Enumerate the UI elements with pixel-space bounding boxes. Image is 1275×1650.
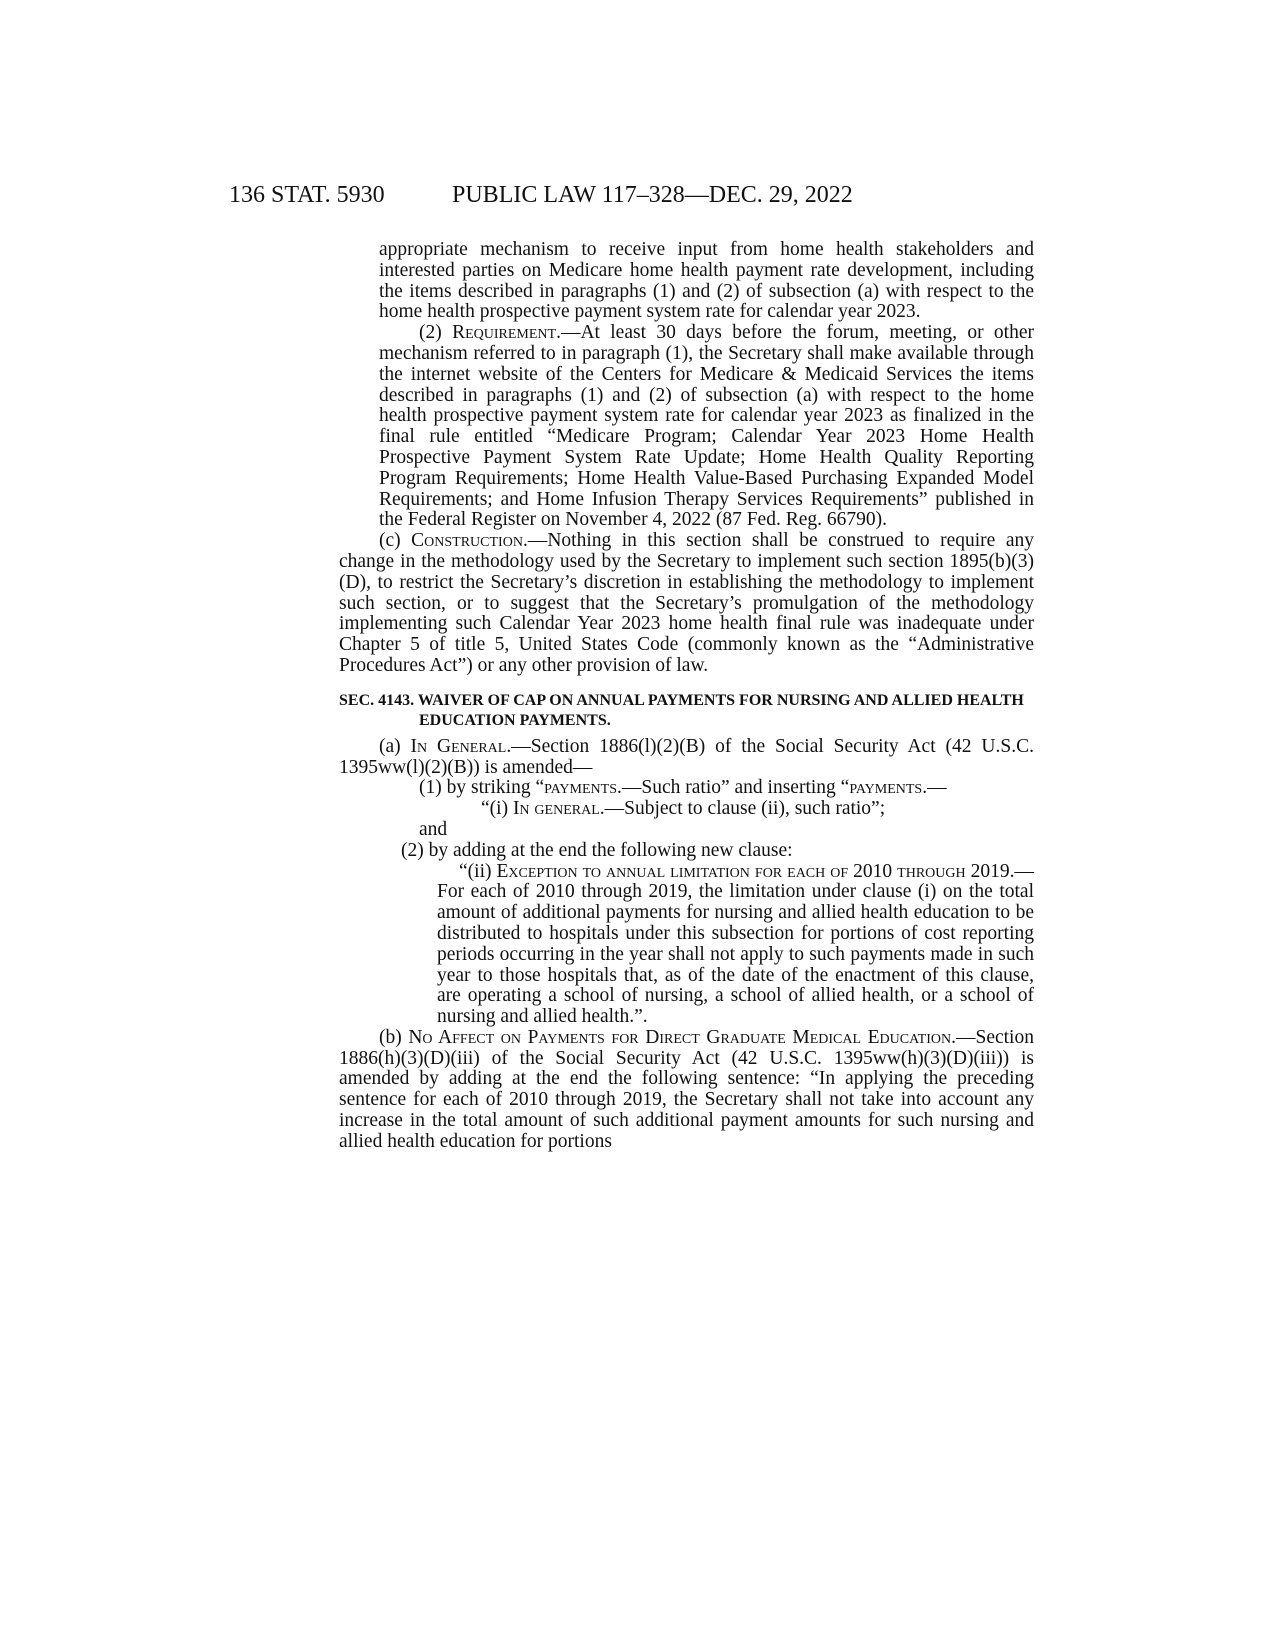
running-head-law-title: PUBLIC LAW 117–328—DEC. 29, 2022 bbox=[452, 182, 853, 208]
subsection-a-heading: In General bbox=[410, 735, 507, 757]
subsection-b bbox=[339, 1028, 1034, 1153]
paragraph-requirement-heading: Requirement bbox=[452, 322, 557, 344]
clause-ii-heading: Exception to annual limitation for each of 2010 through 2019 bbox=[496, 860, 1010, 882]
subsection-a-item-2: (2) by adding at the end the following new clause: bbox=[401, 839, 793, 861]
clause-ii bbox=[339, 862, 1034, 1028]
item-1-lead: (1) by striking “ bbox=[419, 777, 545, 799]
paragraph-requirement-lead: (2) bbox=[419, 322, 453, 344]
clause-i-heading: In general bbox=[512, 798, 600, 820]
item-1-end: .— bbox=[922, 777, 947, 799]
paragraph-requirement bbox=[379, 323, 1034, 531]
section-heading: SEC. 4143. WAIVER OF CAP ON ANNUAL PAYMENTS FOR NURSING AND ALLIED HEALTH EDUCATION PAYMENTS. bbox=[339, 691, 1024, 729]
subsection-b-text: .—Section 1886(h)(3)(D)(iii) of the Social Security Act (42 U.S.C. 1395ww(h)(3)(D)(iii)) is amended by adding at the end the following sentence: “In applying the preceding sentence for each of 2010 through 2019, the Secretary shall not take into account any increase in the total amount of such additional payment amounts for such nursing and allied health education for portions bbox=[339, 1026, 1034, 1152]
paragraph-construction bbox=[339, 531, 1034, 677]
subsection-a-lead: (a) bbox=[379, 735, 411, 757]
paragraph-requirement-text: .—At least 30 days before the forum, meeting, or other mechanism referred to in paragraph (1), the Secretary shall make available through the internet website of the Centers for Medicare & Medicaid Services the items described in paragraphs (1) and (2) of subsection (a) with respect to the home health prospective payment system rate for calendar year 2023 as finalized in the final rule entitled “Medicare Program; Calendar Year 2023 Home Health Prospective Payment System Rate Update; Home Health Quality Reporting Program Requirements; Home Health Value-Based Purchasing Expanded Model Requirements; and Home Infusion Therapy Services Requirements” published in the Federal Register on November 4, 2022 (87 Fed. Reg. 66790). bbox=[379, 322, 1034, 531]
clause-i-text: .—Subject to clause (ii), such ratio”; bbox=[599, 798, 886, 820]
clause-ii-lead: “(ii) bbox=[459, 860, 497, 882]
clause-i-lead: “(i) bbox=[481, 798, 513, 820]
paragraph-construction-heading: Construction bbox=[411, 530, 523, 552]
paragraph-construction-lead: (c) bbox=[379, 530, 412, 552]
subsection-a bbox=[339, 737, 1034, 779]
item-1-mid: .—Such ratio” and inserting “ bbox=[617, 777, 850, 799]
paragraph-continuation: appropriate mechanism to receive input from home health stakeholders and interested parties on Medicare home health payment rate development, including the items described in paragraphs (1) and (2) of subsection (a) with respect to the home health prospective payment system rate for calendar year 2023. bbox=[379, 239, 1034, 323]
subsection-a-text: .—Section 1886(l)(2)(B) of the Social Security Act (42 U.S.C. 1395ww(l)(2)(B)) is amended— bbox=[339, 735, 1034, 778]
statute-page-number: 136 STAT. 5930 bbox=[229, 182, 385, 208]
subsection-a-item-1 bbox=[339, 778, 1034, 799]
page-header bbox=[229, 182, 1035, 214]
subsection-b-lead: (b) bbox=[379, 1026, 409, 1048]
item-1-term-1: payments bbox=[544, 777, 617, 799]
paragraph-construction-text: .—Nothing in this section shall be construed to require any change in the methodology used by the Secretary to implement such section 1895(b)(3)(D), to restrict the Secretary’s discretion in establishing the methodology to implement such section, or to suggest that the Secretary’s promulgation of the methodology implementing such Calendar Year 2023 home health final rule was inadequate under Chapter 5 of title 5, United States Code (commonly known as the “Administrative Procedures Act”) or any other provision of law. bbox=[339, 530, 1034, 676]
item-1-term-2: payments bbox=[849, 777, 923, 799]
document-body bbox=[339, 239, 1034, 1153]
clause-i bbox=[339, 799, 1034, 820]
subsection-b-heading: No Affect on Payments for Direct Graduate Medical Education bbox=[408, 1026, 952, 1048]
clause-ii-text: .—For each of 2010 through 2019, the limitation under clause (i) on the total amount of additional payments for nursing and allied health education to be distributed to hospitals under this subsection for portions of cost reporting periods occurring in the year shall not apply to such payments made in such year to those hospitals that, as of the date of the enactment of this clause, are operating a school of nursing, a school of allied health, or a school of nursing and allied health.”. bbox=[437, 860, 1034, 1028]
conjunction-and: and bbox=[419, 818, 448, 840]
